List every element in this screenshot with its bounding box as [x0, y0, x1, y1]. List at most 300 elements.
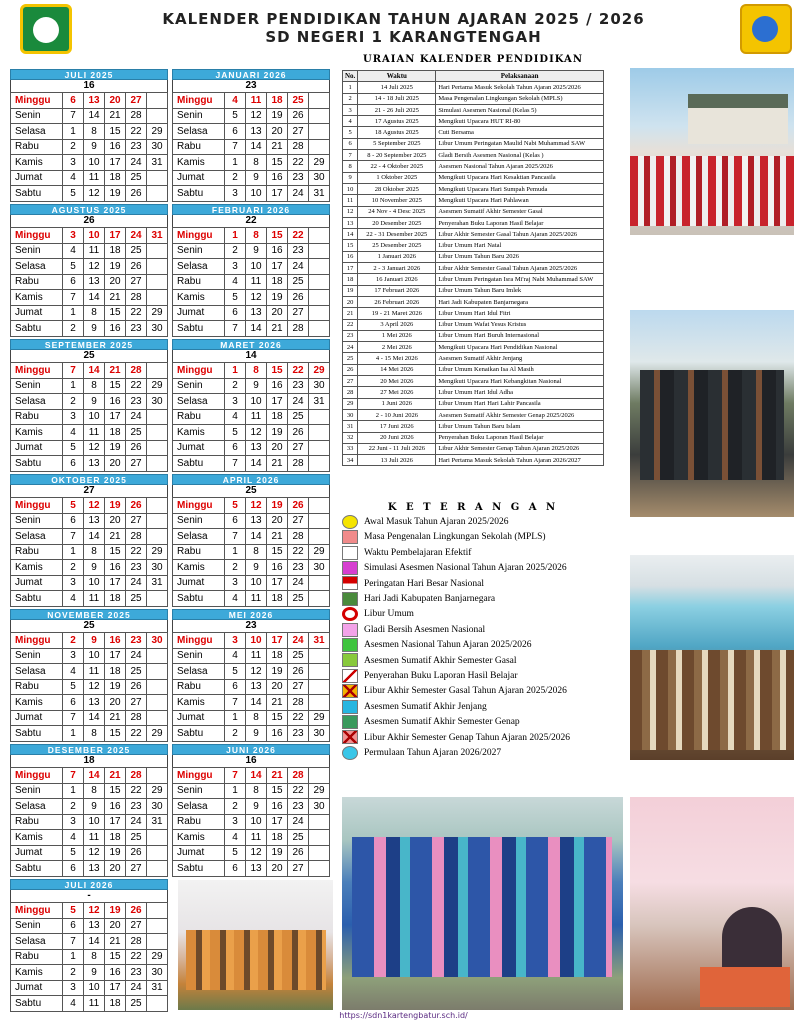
- day-label: Senin: [173, 648, 225, 664]
- table-row: [343, 206, 604, 217]
- date-cell: 22: [126, 726, 147, 742]
- row-date: 2 - 10 Juni 2026: [358, 409, 436, 420]
- photo-scout-event: [630, 555, 794, 760]
- date-cell: 4: [63, 996, 84, 1012]
- legend-item: [342, 606, 632, 622]
- row-activity: Libur Umum Peringatan Isra Mi'raj Nabi Muhammad SAW: [436, 274, 604, 285]
- date-cell: 3: [63, 228, 84, 244]
- row-date: 28 Oktober 2025: [358, 183, 436, 194]
- date-cell: 2: [225, 170, 246, 186]
- row-date: 3 April 2026: [358, 319, 436, 330]
- date-cell: 22: [288, 228, 309, 244]
- date-cell: 30: [147, 394, 168, 410]
- day-label: Sabtu: [11, 726, 63, 742]
- row-activity: Mengikuti Upacara Hari Pendidikan Nasional: [436, 342, 604, 353]
- day-label: Kamis: [11, 965, 63, 981]
- date-cell: [147, 290, 168, 306]
- date-cell: 14: [84, 529, 105, 545]
- legend-label: Asesmen Nasional Tahun Ajaran 2025/2026: [364, 640, 532, 651]
- row-activity: Hari Pertama Masuk Sekolah Tahun Ajaran 2025/2026: [436, 82, 604, 93]
- date-cell: 31: [147, 155, 168, 171]
- photo-classroom: [630, 797, 794, 1010]
- legend-swatch-icon: [342, 700, 358, 714]
- date-cell: 1: [225, 710, 246, 726]
- date-cell: 10: [84, 409, 105, 425]
- calendar-month: [10, 879, 168, 1012]
- row-number: 15: [343, 240, 358, 251]
- date-cell: 6: [63, 274, 84, 290]
- row-date: 1 Mei 2026: [358, 330, 436, 341]
- row-date: 22 Juni - 11 Juli 2026: [358, 443, 436, 454]
- date-cell: 26: [288, 290, 309, 306]
- date-cell: 4: [225, 93, 246, 109]
- date-cell: [147, 456, 168, 472]
- calendar-month: [172, 744, 330, 877]
- date-cell: 8: [84, 305, 105, 321]
- row-activity: Mengikuti Upacara Hari Kebangkitan Nasional: [436, 376, 604, 387]
- date-cell: 23: [288, 726, 309, 742]
- date-cell: 19: [267, 425, 288, 441]
- date-cell: [147, 170, 168, 186]
- uraian-header-waktu: Waktu: [358, 71, 436, 82]
- date-cell: 25: [288, 274, 309, 290]
- date-cell: 27: [288, 861, 309, 877]
- date-cell: [147, 425, 168, 441]
- date-cell: [147, 529, 168, 545]
- row-activity: Libur Akhir Semester Gasal Tahun Ajaran 2025/2026: [436, 229, 604, 240]
- uraian-header-pelaksanaan: Pelaksanaan: [436, 71, 604, 82]
- date-cell: 10: [246, 186, 267, 202]
- effective-weeks: 23: [172, 620, 330, 632]
- date-cell: 28: [288, 139, 309, 155]
- date-cell: 21: [105, 529, 126, 545]
- date-cell: 30: [147, 321, 168, 337]
- date-cell: 9: [84, 321, 105, 337]
- date-cell: 14: [246, 695, 267, 711]
- date-cell: 6: [63, 93, 84, 109]
- date-cell: 12: [246, 425, 267, 441]
- row-date: 5 September 2025: [358, 138, 436, 149]
- date-cell: 12: [84, 259, 105, 275]
- day-label: Jumat: [11, 575, 63, 591]
- date-cell: 23: [126, 394, 147, 410]
- day-label: Sabtu: [11, 456, 63, 472]
- date-cell: 1: [225, 783, 246, 799]
- date-cell: 2: [225, 799, 246, 815]
- row-date: 14 Mei 2026: [358, 364, 436, 375]
- day-label: Senin: [173, 513, 225, 529]
- date-cell: 10: [84, 814, 105, 830]
- date-cell: 28: [288, 529, 309, 545]
- effective-weeks: 18: [10, 755, 168, 767]
- row-date: 1 Januari 2026: [358, 251, 436, 262]
- calendar-month: [10, 69, 168, 202]
- date-cell: 15: [105, 949, 126, 965]
- day-label: Rabu: [11, 544, 63, 560]
- row-activity: Masa Pengenalan Lingkungan Sekolah (MPLS): [436, 93, 604, 104]
- day-label: Selasa: [11, 529, 63, 545]
- date-cell: 9: [84, 139, 105, 155]
- date-cell: 23: [288, 799, 309, 815]
- legend-label: Gladi Bersih Asesmen Nasional: [364, 624, 486, 635]
- date-cell: 14: [84, 934, 105, 950]
- date-cell: 14: [84, 108, 105, 124]
- effective-weeks: 25: [10, 350, 168, 362]
- date-cell: 28: [288, 695, 309, 711]
- date-cell: [309, 243, 330, 259]
- legend-label: Libur Akhir Semester Gasal Tahun Ajaran 2025/2026: [364, 686, 567, 697]
- date-cell: [309, 228, 330, 244]
- row-number: 29: [343, 398, 358, 409]
- date-cell: 25: [288, 591, 309, 607]
- month-name: FEBRUARI 2026: [172, 204, 330, 215]
- month-name: JULI 2026: [10, 879, 168, 890]
- photo-stage-event: [178, 880, 333, 1010]
- legend-label: Hari Jadi Kabupaten Banjarnegara: [364, 594, 496, 604]
- date-cell: 19: [267, 290, 288, 306]
- date-cell: 15: [267, 544, 288, 560]
- date-cell: 8: [246, 363, 267, 379]
- date-cell: 20: [267, 305, 288, 321]
- date-cell: 5: [225, 425, 246, 441]
- date-cell: 6: [63, 695, 84, 711]
- date-cell: 29: [147, 726, 168, 742]
- date-cell: 21: [267, 768, 288, 784]
- day-label: Selasa: [173, 394, 225, 410]
- row-date: 13 Juli 2026: [358, 455, 436, 466]
- row-date: 21 - 26 Juli 2025: [358, 104, 436, 115]
- date-cell: 29: [147, 783, 168, 799]
- day-label: Senin: [173, 783, 225, 799]
- row-number: 27: [343, 376, 358, 387]
- date-cell: 5: [225, 664, 246, 680]
- row-number: 5: [343, 127, 358, 138]
- date-cell: 1: [225, 544, 246, 560]
- effective-weeks: 23: [172, 80, 330, 92]
- date-cell: 20: [105, 274, 126, 290]
- effective-weeks: -: [10, 890, 168, 902]
- date-cell: 23: [288, 560, 309, 576]
- date-cell: 7: [225, 321, 246, 337]
- calendar-grid: [172, 632, 330, 742]
- day-label: Sabtu: [173, 861, 225, 877]
- table-row: [343, 82, 604, 93]
- date-cell: 12: [84, 845, 105, 861]
- date-cell: 18: [267, 648, 288, 664]
- date-cell: 10: [84, 228, 105, 244]
- day-label: Jumat: [173, 575, 225, 591]
- date-cell: [147, 591, 168, 607]
- day-label: Senin: [11, 513, 63, 529]
- date-cell: 27: [126, 93, 147, 109]
- date-cell: 22: [288, 710, 309, 726]
- date-cell: 8: [84, 949, 105, 965]
- date-cell: 13: [246, 513, 267, 529]
- row-number: 11: [343, 195, 358, 206]
- date-cell: [309, 124, 330, 140]
- row-activity: Penyerahan Buku Laporan Hasil Belajar: [436, 217, 604, 228]
- date-cell: 16: [105, 321, 126, 337]
- month-name: APRIL 2026: [172, 474, 330, 485]
- effective-weeks: 16: [10, 80, 168, 92]
- day-label: Minggu: [11, 228, 63, 244]
- date-cell: [309, 290, 330, 306]
- date-cell: 13: [246, 124, 267, 140]
- date-cell: [309, 830, 330, 846]
- date-cell: [309, 845, 330, 861]
- date-cell: 13: [246, 440, 267, 456]
- date-cell: 28: [288, 321, 309, 337]
- row-activity: Mengikuti Upacara HUT RI-80: [436, 116, 604, 127]
- date-cell: 18: [105, 664, 126, 680]
- date-cell: 30: [147, 799, 168, 815]
- date-cell: 29: [309, 710, 330, 726]
- legend-label: Waktu Pembelajaran Efektif: [364, 547, 472, 558]
- date-cell: [309, 498, 330, 514]
- row-number: 1: [343, 82, 358, 93]
- date-cell: 18: [105, 170, 126, 186]
- table-row: [343, 330, 604, 341]
- calendar-grid: [172, 362, 330, 472]
- date-cell: 29: [147, 949, 168, 965]
- date-cell: 18: [105, 425, 126, 441]
- date-cell: 23: [126, 139, 147, 155]
- row-date: 25 Desember 2025: [358, 240, 436, 251]
- calendar-month: [172, 69, 330, 202]
- date-cell: 11: [84, 830, 105, 846]
- row-number: 25: [343, 353, 358, 364]
- table-row: [343, 104, 604, 115]
- date-cell: 22: [288, 544, 309, 560]
- calendar-grid: [172, 227, 330, 337]
- calendar-month: [10, 474, 168, 607]
- date-cell: [309, 529, 330, 545]
- date-cell: 14: [84, 768, 105, 784]
- legend-label: Simulasi Asesmen Nasional Tahun Ajaran 2025/2026: [364, 563, 567, 574]
- date-cell: 17: [267, 814, 288, 830]
- table-row: [343, 251, 604, 262]
- day-label: Sabtu: [11, 321, 63, 337]
- legend-item: [342, 514, 632, 530]
- table-row: [343, 296, 604, 307]
- date-cell: 12: [246, 108, 267, 124]
- date-cell: 20: [267, 679, 288, 695]
- date-cell: 16: [105, 139, 126, 155]
- table-row: [343, 398, 604, 409]
- date-cell: 21: [105, 290, 126, 306]
- date-cell: 11: [246, 830, 267, 846]
- date-cell: 26: [288, 845, 309, 861]
- day-label: Sabtu: [11, 996, 63, 1012]
- date-cell: 15: [105, 726, 126, 742]
- legend-item: [342, 668, 632, 684]
- date-cell: 28: [288, 456, 309, 472]
- date-cell: 4: [225, 409, 246, 425]
- date-cell: 24: [126, 155, 147, 171]
- date-cell: 20: [105, 861, 126, 877]
- day-label: Rabu: [11, 814, 63, 830]
- legend-swatch-icon: [342, 715, 358, 729]
- date-cell: 25: [288, 830, 309, 846]
- date-cell: 17: [267, 575, 288, 591]
- day-label: Jumat: [173, 845, 225, 861]
- table-row: [343, 364, 604, 375]
- day-label: Minggu: [173, 228, 225, 244]
- date-cell: 31: [147, 980, 168, 996]
- date-cell: 23: [126, 633, 147, 649]
- row-activity: Libur Umum Tahun Baru Imlek: [436, 285, 604, 296]
- date-cell: 24: [288, 633, 309, 649]
- row-activity: Asesmen Nasional Tahun Ajaran 2025/2026: [436, 161, 604, 172]
- date-cell: 28: [126, 108, 147, 124]
- date-cell: 3: [63, 980, 84, 996]
- date-cell: 9: [84, 633, 105, 649]
- date-cell: [147, 513, 168, 529]
- date-cell: 6: [63, 513, 84, 529]
- date-cell: 6: [225, 679, 246, 695]
- legend-item: [342, 591, 632, 607]
- date-cell: 16: [105, 394, 126, 410]
- day-label: Sabtu: [11, 186, 63, 202]
- date-cell: 29: [147, 378, 168, 394]
- row-date: 8 - 20 September 2025: [358, 150, 436, 161]
- date-cell: 2: [63, 321, 84, 337]
- date-cell: [147, 664, 168, 680]
- row-number: 34: [343, 455, 358, 466]
- date-cell: 21: [267, 139, 288, 155]
- date-cell: 10: [246, 259, 267, 275]
- date-cell: 4: [63, 664, 84, 680]
- row-activity: Libur Umum Tahun Baru Islam: [436, 421, 604, 432]
- row-date: 1 Oktober 2025: [358, 172, 436, 183]
- date-cell: 4: [63, 243, 84, 259]
- date-cell: [147, 934, 168, 950]
- day-label: Kamis: [11, 830, 63, 846]
- day-label: Senin: [173, 108, 225, 124]
- date-cell: 6: [225, 861, 246, 877]
- photo-students-outdoor: [630, 310, 794, 517]
- date-cell: 19: [105, 440, 126, 456]
- row-activity: Libur Umum Hari Idul Adha: [436, 387, 604, 398]
- date-cell: [309, 108, 330, 124]
- day-label: Rabu: [11, 949, 63, 965]
- date-cell: 21: [105, 108, 126, 124]
- day-label: Kamis: [11, 695, 63, 711]
- day-label: Kamis: [173, 560, 225, 576]
- date-cell: 7: [63, 529, 84, 545]
- date-cell: 8: [246, 228, 267, 244]
- row-number: 33: [343, 443, 358, 454]
- legend-swatch-icon: [342, 746, 358, 760]
- day-label: Rabu: [173, 409, 225, 425]
- date-cell: 29: [147, 124, 168, 140]
- day-label: Selasa: [173, 259, 225, 275]
- day-label: Jumat: [173, 170, 225, 186]
- month-name: AGUSTUS 2025: [10, 204, 168, 215]
- date-cell: 1: [63, 783, 84, 799]
- date-cell: 4: [63, 170, 84, 186]
- row-date: 20 Mei 2026: [358, 376, 436, 387]
- legend-label: Asesmen Sumatif Akhir Jenjang: [364, 701, 487, 712]
- date-cell: 13: [84, 918, 105, 934]
- date-cell: 24: [288, 394, 309, 410]
- row-number: 7: [343, 150, 358, 161]
- date-cell: 20: [105, 695, 126, 711]
- day-label: Selasa: [11, 664, 63, 680]
- date-cell: 18: [267, 409, 288, 425]
- date-cell: 7: [225, 139, 246, 155]
- day-label: Sabtu: [173, 186, 225, 202]
- uraian-title: URAIAN KALENDER PENDIDIKAN: [363, 54, 583, 65]
- date-cell: 12: [84, 186, 105, 202]
- calendar-grid: [172, 92, 330, 202]
- day-label: Rabu: [173, 544, 225, 560]
- date-cell: 25: [126, 664, 147, 680]
- date-cell: 11: [84, 243, 105, 259]
- date-cell: 22: [126, 378, 147, 394]
- website-url[interactable]: https://sdn1kartengbatur.sch.id/: [339, 1011, 468, 1020]
- row-number: 22: [343, 319, 358, 330]
- legend-label: Libur Akhir Semester Genap Tahun Ajaran 2025/2026: [364, 732, 571, 743]
- day-label: Jumat: [11, 710, 63, 726]
- date-cell: 31: [147, 575, 168, 591]
- date-cell: 2: [225, 378, 246, 394]
- date-cell: 14: [84, 710, 105, 726]
- row-number: 9: [343, 172, 358, 183]
- day-label: Sabtu: [11, 861, 63, 877]
- legend-swatch-icon: [342, 576, 358, 590]
- date-cell: 15: [105, 124, 126, 140]
- table-row: [343, 240, 604, 251]
- legend-label: Asesmen Sumatif Akhir Semester Gasal: [364, 655, 517, 666]
- date-cell: 28: [288, 768, 309, 784]
- legend-swatch-icon: [342, 530, 358, 544]
- date-cell: 12: [246, 664, 267, 680]
- row-activity: Libur Umum Hari Natal: [436, 240, 604, 251]
- legend-label: Penyerahan Buku Laporan Hasil Belajar: [364, 671, 518, 681]
- date-cell: 7: [225, 768, 246, 784]
- date-cell: [147, 996, 168, 1012]
- date-cell: 26: [126, 498, 147, 514]
- date-cell: 24: [288, 259, 309, 275]
- date-cell: 7: [63, 768, 84, 784]
- date-cell: 15: [105, 378, 126, 394]
- date-cell: 3: [225, 575, 246, 591]
- date-cell: 28: [126, 529, 147, 545]
- row-number: 21: [343, 308, 358, 319]
- date-cell: 26: [288, 108, 309, 124]
- day-label: Kamis: [11, 290, 63, 306]
- date-cell: 18: [267, 274, 288, 290]
- date-cell: 29: [147, 305, 168, 321]
- table-row: [343, 409, 604, 420]
- date-cell: 29: [147, 544, 168, 560]
- row-activity: Simulasi Asesmen Nasional (Kelas 5): [436, 104, 604, 115]
- date-cell: 6: [225, 124, 246, 140]
- row-date: 17 Juni 2026: [358, 421, 436, 432]
- date-cell: 11: [84, 591, 105, 607]
- day-label: Minggu: [173, 363, 225, 379]
- date-cell: 25: [126, 425, 147, 441]
- date-cell: 10: [84, 575, 105, 591]
- date-cell: [309, 274, 330, 290]
- day-label: Jumat: [11, 305, 63, 321]
- row-number: 26: [343, 364, 358, 375]
- day-label: Rabu: [11, 274, 63, 290]
- date-cell: 21: [267, 321, 288, 337]
- legend-item: [342, 622, 632, 638]
- table-row: [343, 172, 604, 183]
